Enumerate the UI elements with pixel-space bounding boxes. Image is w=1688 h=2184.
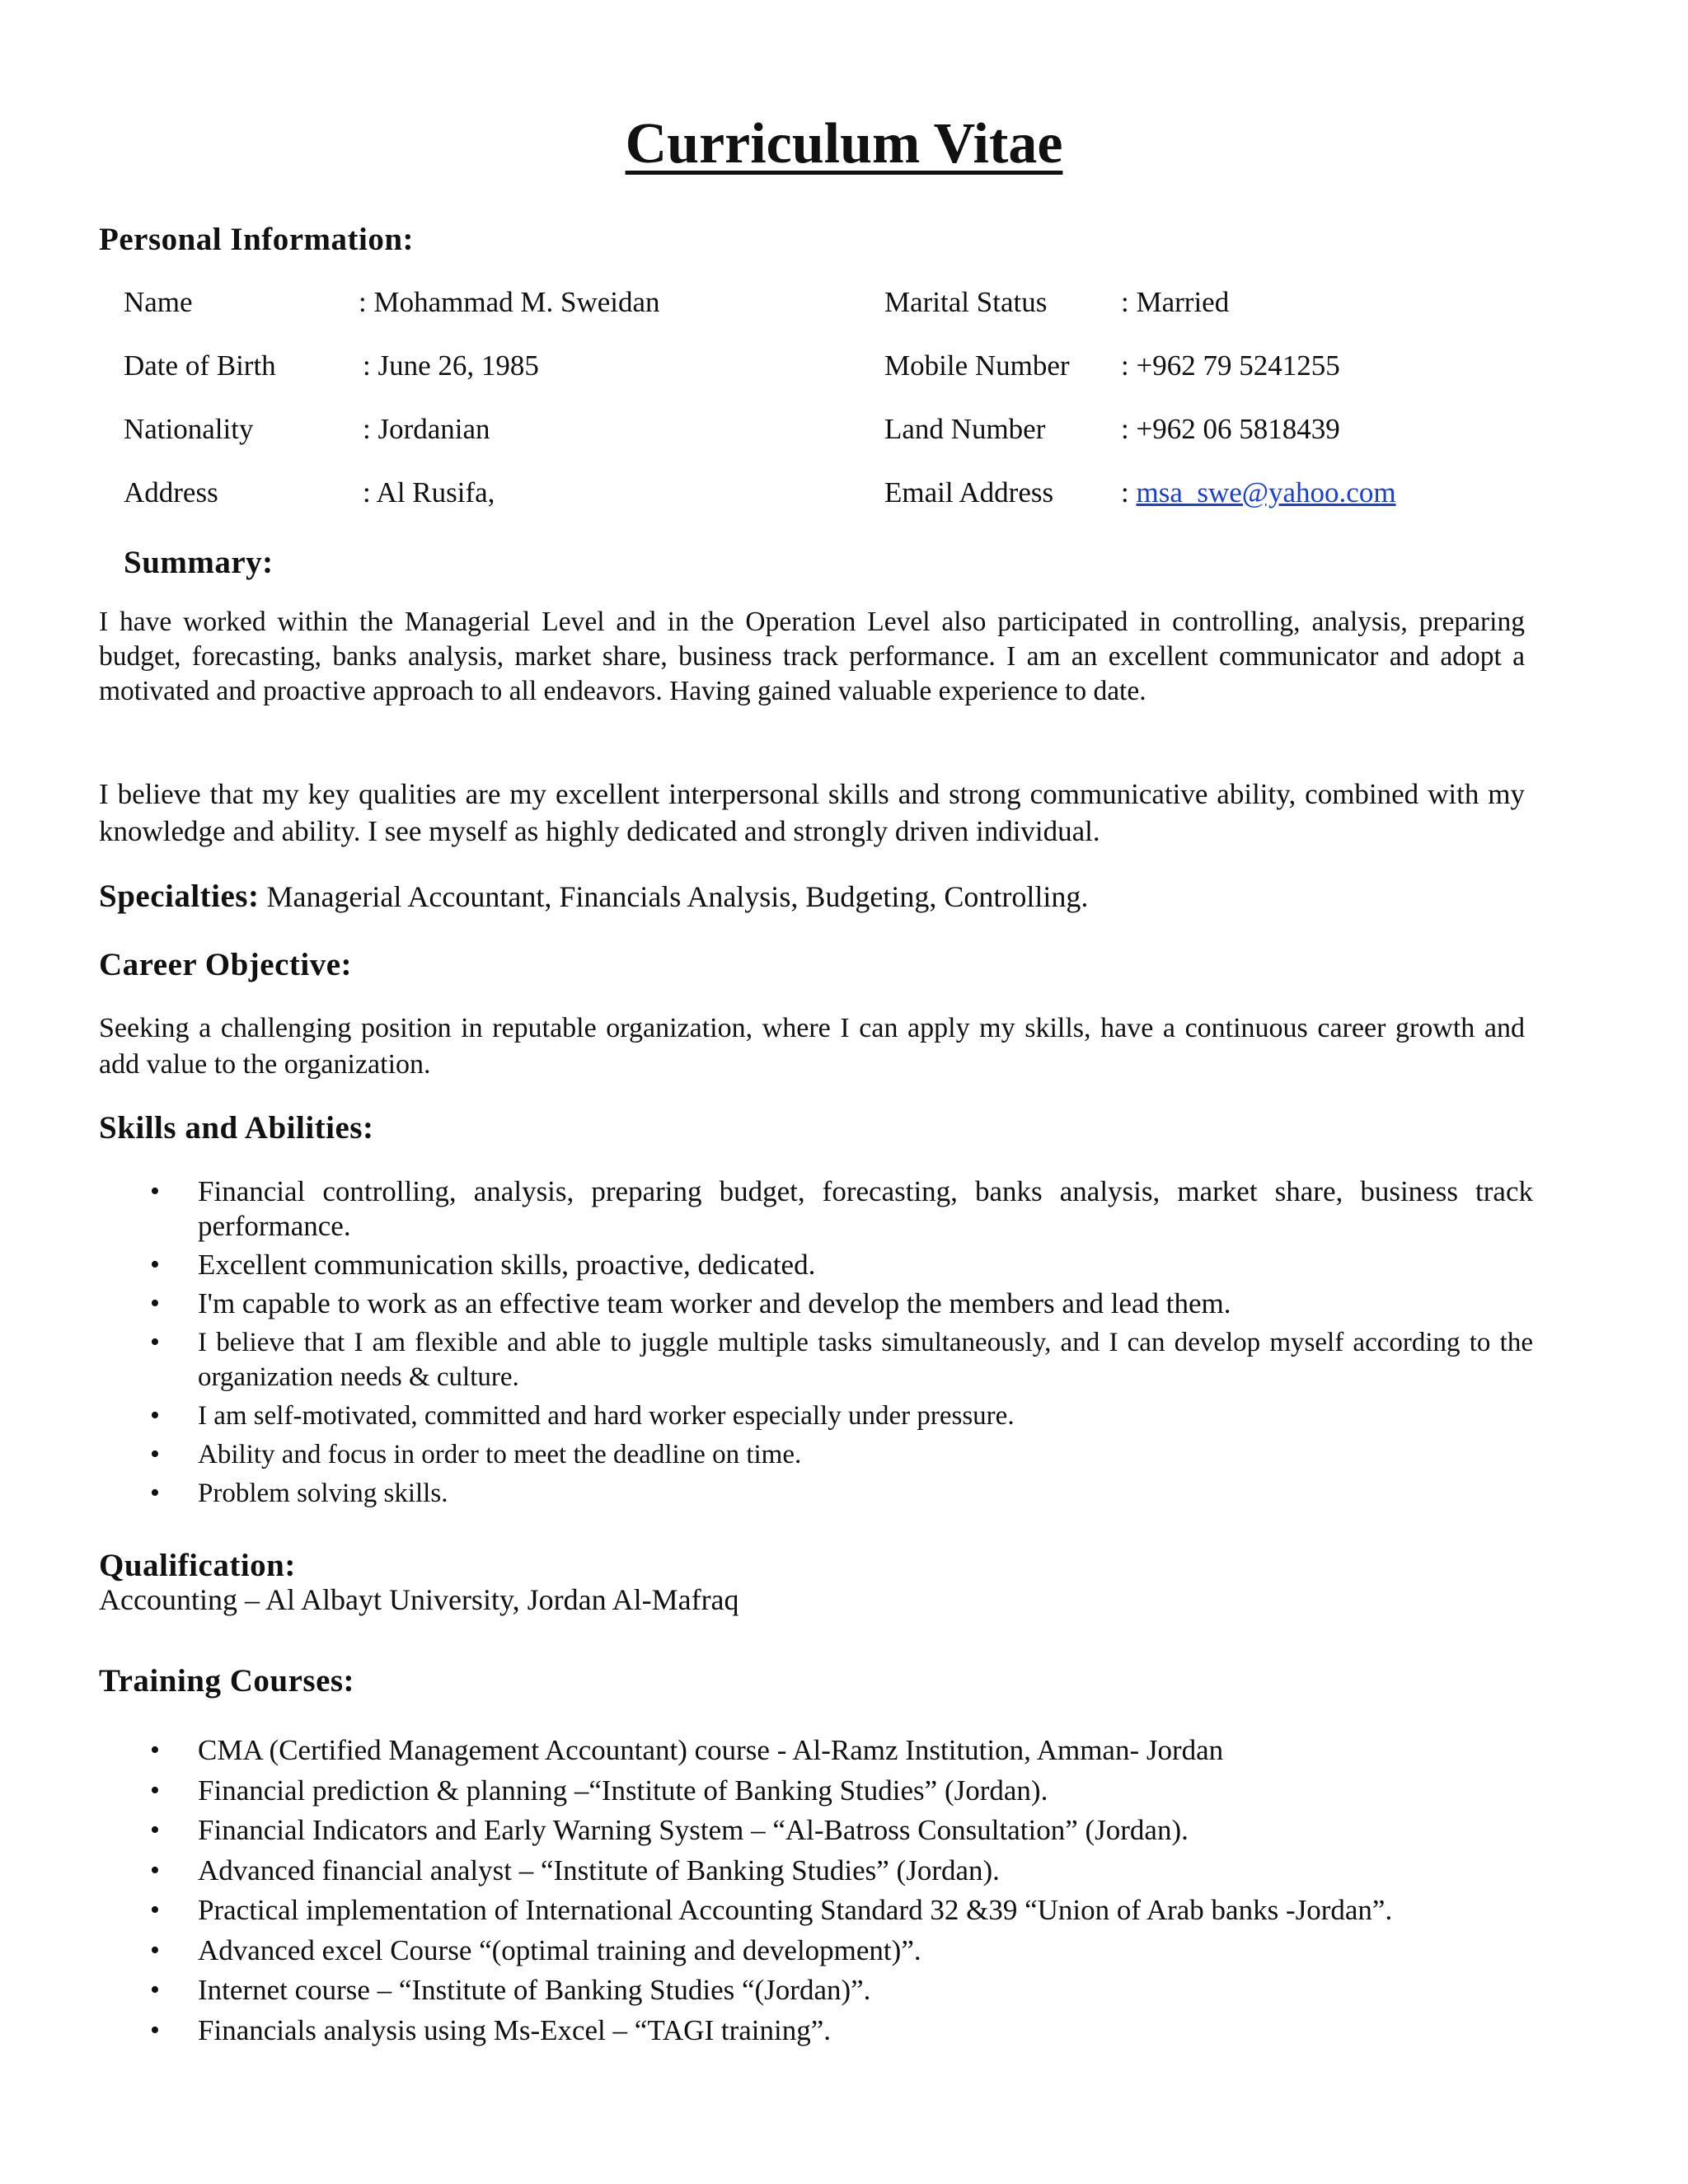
training-list: [99, 1731, 1582, 2050]
info-label: Nationality: [124, 413, 254, 445]
list-item: • Financial prediction & planning –“Institute of Banking Studies” (Jordan).: [99, 1771, 1582, 1811]
info-value: : Al Rusifa,: [363, 476, 495, 509]
summary-heading: Summary:: [124, 545, 274, 580]
list-item: • Practical implementation of International Accounting Standard 32 &39 “Union of Arab banks -Jordan”.: [99, 1891, 1582, 1931]
personal-info-heading: Personal Information:: [99, 222, 415, 257]
summary-paragraph-1: I have worked within the Managerial Level and in the Operation Level also participated in controlling, analysis, preparing budget, forecasting, banks analysis, market share, business track performance. I am an excellent communicator and adopt a motivated and proactive approach to all endeavors. Having gained valuable experience to date.: [99, 607, 1525, 706]
info-label: Date of Birth: [124, 349, 276, 382]
career-objective-text: Seeking a challenging position in reputable organization, where I can apply my skills, have a continuous career growth and add value to the organization.: [99, 1013, 1525, 1080]
email-prefix: :: [1121, 476, 1129, 509]
list-item: • Excellent communication skills, proactive, dedicated.: [99, 1248, 1533, 1282]
list-item: • Ability and focus in order to meet the deadline on time.: [99, 1437, 1533, 1472]
specialties-line: [99, 878, 1088, 915]
list-item: • CMA (Certified Management Accountant) course - Al-Ramz Institution, Amman- Jordan: [99, 1731, 1582, 1771]
training-heading: Training Courses:: [99, 1663, 355, 1699]
list-item: • Financials analysis using Ms-Excel – “TAGI training”.: [99, 2011, 1582, 2051]
info-value: : June 26, 1985: [363, 349, 539, 382]
career-objective-heading: Career Objective:: [99, 947, 352, 982]
info-value: [1121, 476, 1396, 509]
info-label: Name: [124, 286, 193, 318]
qualification-heading: Qualification:: [99, 1548, 296, 1583]
list-item: • I'm capable to work as an effective team worker and develop the members and lead them.: [99, 1286, 1533, 1321]
info-value: : Jordanian: [363, 413, 490, 445]
email-link[interactable]: msa_swe@yahoo.com: [1136, 476, 1396, 509]
list-item: • Problem solving skills.: [99, 1476, 1533, 1511]
info-label: Address: [124, 476, 218, 509]
list-item: • Advanced financial analyst – “Institute of Banking Studies” (Jordan).: [99, 1851, 1582, 1891]
list-item: • Internet course – “Institute of Banking Studies “(Jordan)”.: [99, 1971, 1582, 2011]
specialties-heading: Specialties:: [99, 879, 260, 914]
info-value: : +962 79 5241255: [1121, 349, 1340, 382]
list-item: • I believe that I am flexible and able to juggle multiple tasks simultaneously, and I can develop myself according to the organization needs & culture.: [99, 1325, 1533, 1394]
info-value: : Mohammad M. Sweidan: [359, 286, 660, 318]
skills-list: [99, 1174, 1533, 1515]
list-item: • Advanced excel Course “(optimal training and development)”.: [99, 1931, 1582, 1971]
info-value: : Married: [1121, 286, 1230, 318]
info-value: : +962 06 5818439: [1121, 413, 1340, 445]
info-label: Marital Status: [884, 286, 1048, 318]
list-item: • Financial controlling, analysis, preparing budget, forecasting, banks analysis, market share, business track performance.: [99, 1174, 1533, 1244]
specialties-text: Managerial Accountant, Financials Analysis, Budgeting, Controlling.: [266, 880, 1089, 913]
info-label: Mobile Number: [884, 349, 1070, 382]
qualification-text: Accounting – Al Albayt University, Jordan Al-Mafraq: [99, 1583, 739, 1616]
skills-heading: Skills and Abilities:: [99, 1110, 374, 1146]
document-title: Curriculum Vitae: [625, 112, 1063, 176]
info-label: Email Address: [884, 476, 1054, 509]
list-item: • I am self-motivated, committed and hard worker especially under pressure.: [99, 1399, 1533, 1433]
summary-paragraph-2: I believe that my key qualities are my excellent interpersonal skills and strong communicative ability, combined with my knowledge and ability. I see myself as highly dedicated and strongly driven individual.: [99, 778, 1525, 847]
info-label: Land Number: [884, 413, 1046, 445]
list-item: • Financial Indicators and Early Warning System – “Al-Batross Consultation” (Jordan).: [99, 1811, 1582, 1851]
